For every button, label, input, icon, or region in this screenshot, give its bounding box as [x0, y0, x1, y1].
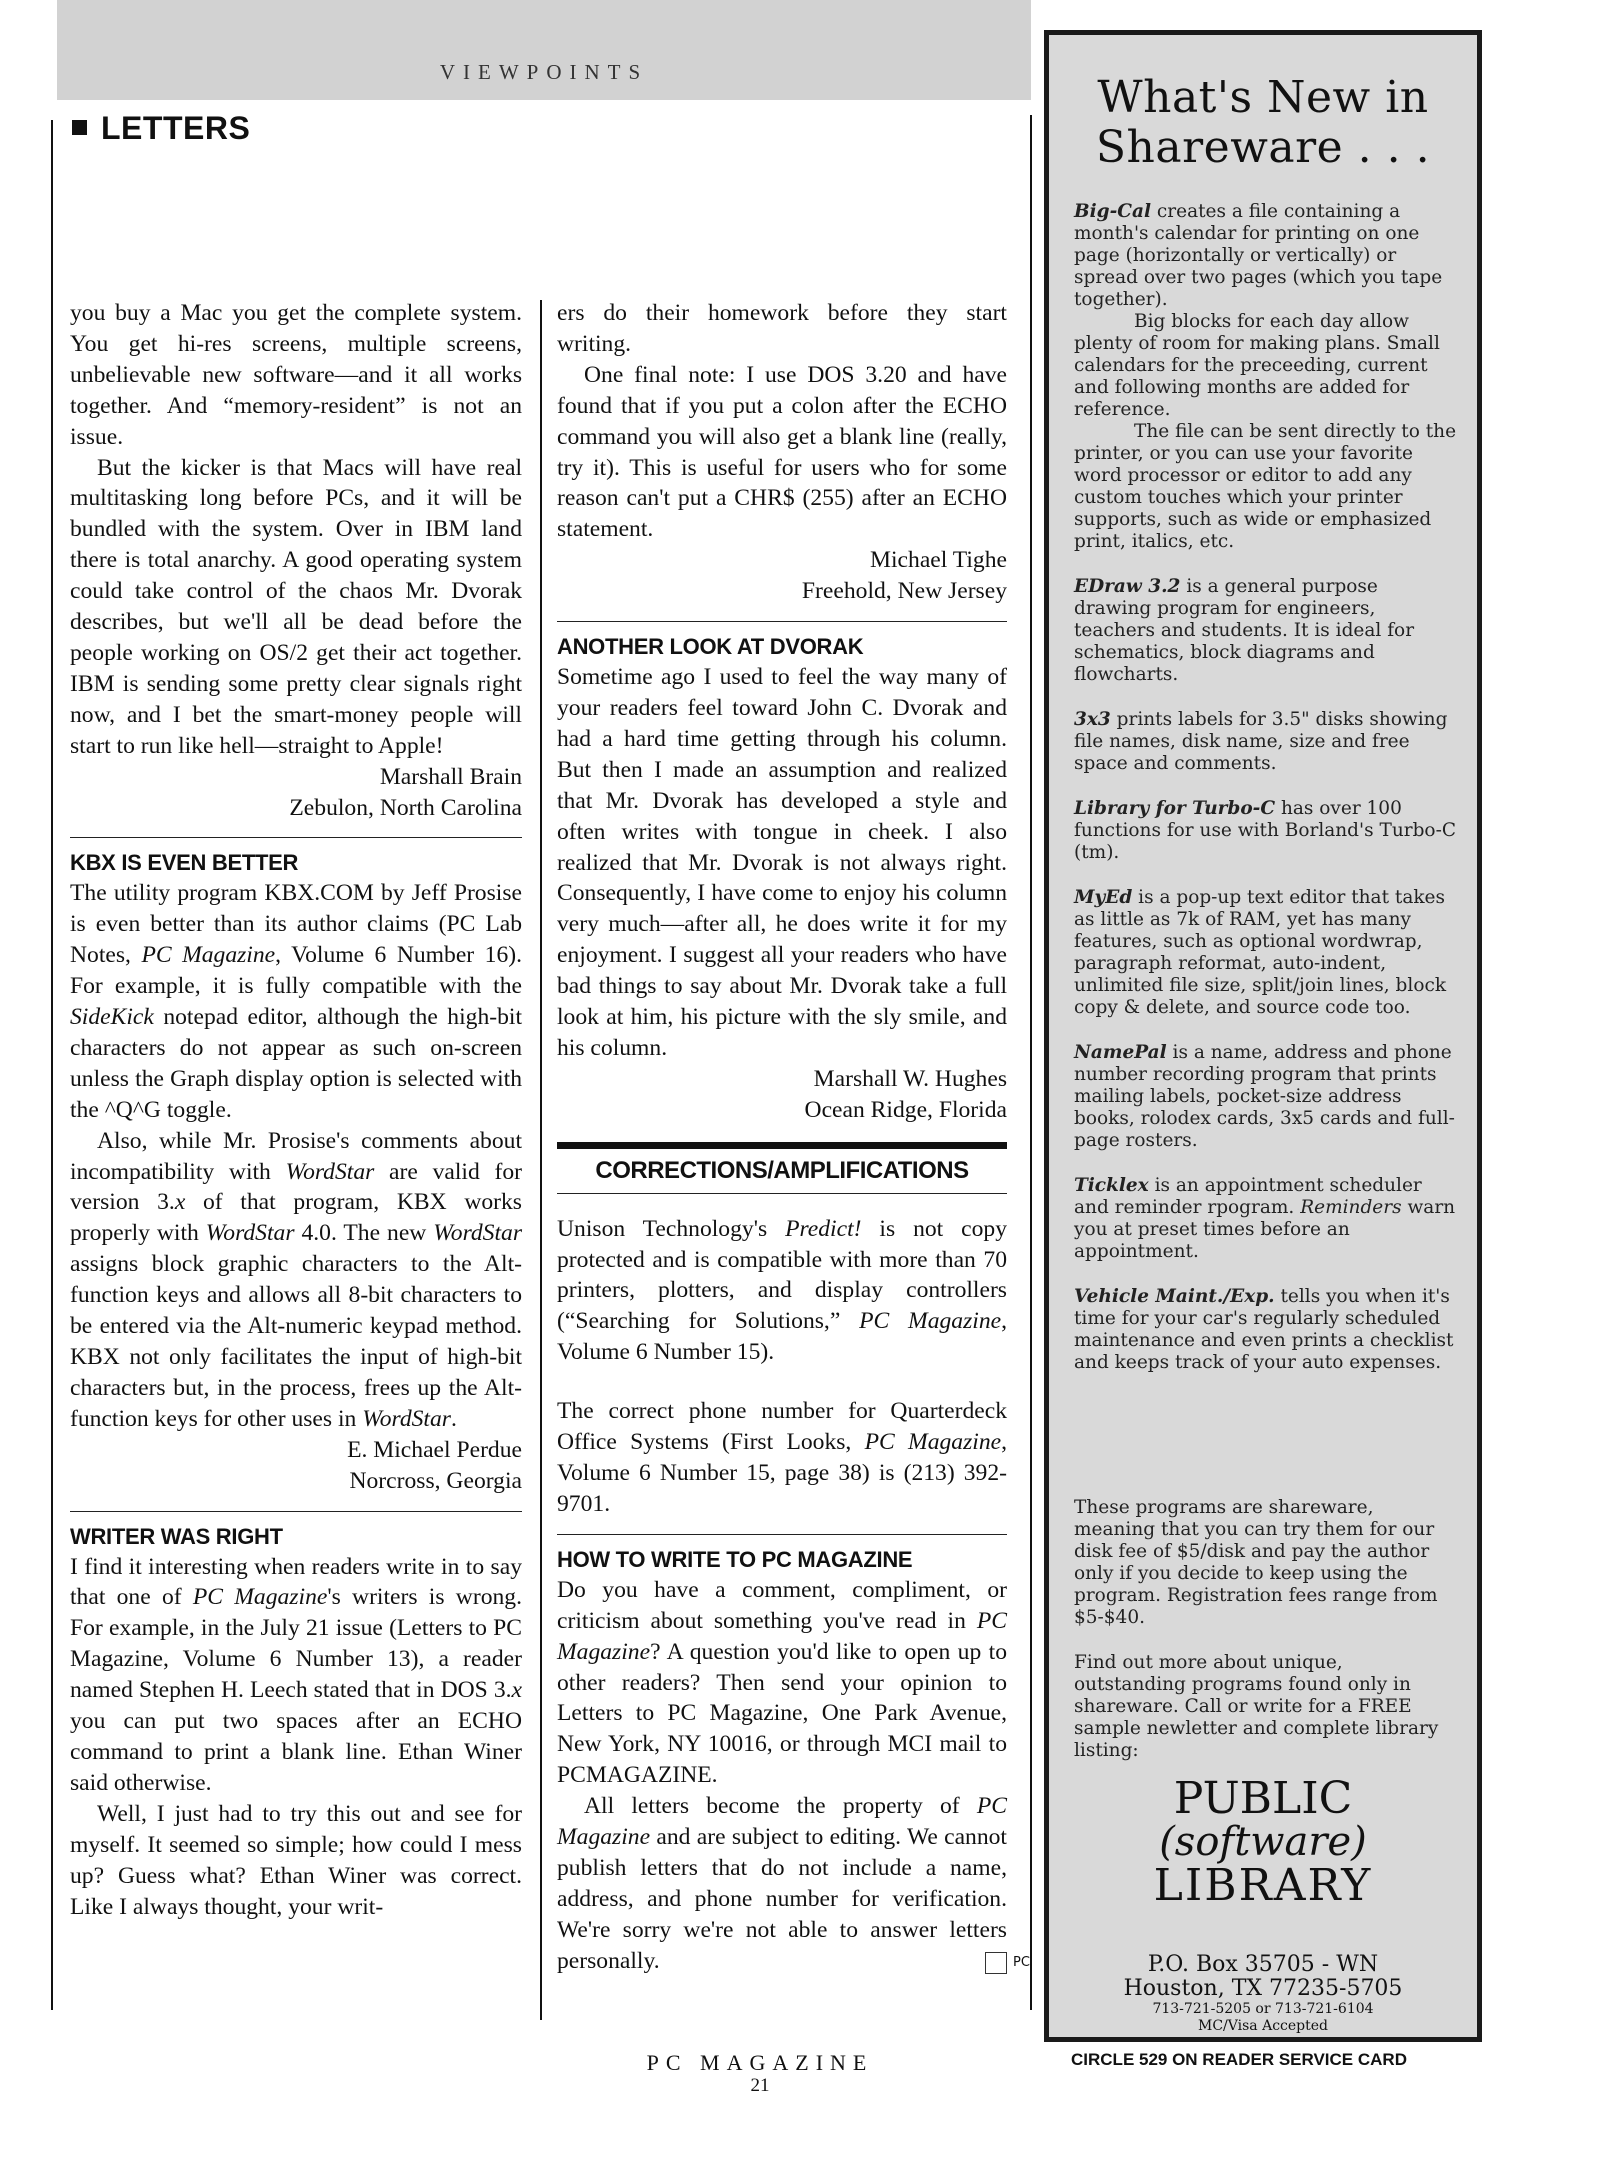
letter-divider [70, 1511, 522, 1512]
signature-place: Freehold, New Jersey [801, 578, 1007, 605]
letter-paragraph: But the kicker is that Macs will have real multitasking long before PCs, and it will be bundled with the system. Over in IBM land there is total anarchy. A good operating system could take control of the chaos Mr. Dvorak describes, but we'll all be dead before the people working on OS/2 get their act together. IBM is sending some pretty clear signals right now, and I bet the smart-money people will start to run like hell—straight to Apple! [70, 454, 522, 759]
letter-paragraph: ers do their homework before they start writing. [557, 300, 1007, 357]
ad-item: MyEd is a pop-up text editor that takes as little as 7k of RAM, yet has many features, such as optional wordwrap, paragraph reformat, auto-indent, unlimited file size, split/join lines, block copy & delete, and source code too. [1074, 887, 1447, 1018]
bullet-square-icon [72, 120, 87, 135]
ad-item-detail: Big blocks for each day allow plenty of room for making plans. Small calendars for the preceeding, current and following months are added for reference. [1074, 311, 1440, 420]
ad-item: EDraw 3.2 is a general purpose drawing program for engineers, teachers and students. It is ideal for schematics, block diagrams and flowcharts. [1074, 576, 1415, 685]
letter-paragraph: The utility program KBX.COM by Jeff Prosise is even better than its author claims (PC Lab Notes, PC Magazine, Volume 6 Number 16). For example, it is fully compatible with the SideKick notepad editor, although the high-bit characters do not appear as such on-screen unless the Graph display option is selected with the ^Q^G toggle. [70, 880, 522, 1123]
letter-divider [557, 1534, 1007, 1535]
ad-title [1049, 73, 1477, 173]
ad-item: Vehicle Maint./Exp. tells you when it's time for your car's regularly scheduled maintenance and even prints a checklist and keeps track of your auto expenses. [1074, 1286, 1454, 1373]
letter-divider [557, 621, 1007, 622]
section-title-text: LETTERS [101, 110, 251, 146]
logo-line: PUBLIC [1173, 1773, 1353, 1824]
magazine-name: PC MAGAZINE [646, 2050, 874, 2075]
page-footer [560, 2050, 960, 2096]
ad-address [1049, 1953, 1477, 2035]
column-divider [540, 300, 542, 2020]
ad-title-line: Shareware . . . [1095, 122, 1431, 173]
signature [70, 762, 522, 824]
shareware-ad [1044, 30, 1482, 2042]
letter-heading: KBX IS EVEN BETTER [70, 850, 299, 876]
letter-heading: HOW TO WRITE TO PC MAGAZINE [557, 1546, 913, 1572]
signature-place: Zebulon, North Carolina [289, 794, 522, 821]
letter-paragraph: you buy a Mac you get the complete system. You get hi-res screens, multiple screens, unbelievable new software—and it all works together. And “memory-resident” is not an issue. [70, 300, 522, 450]
letter-heading: WRITER WAS RIGHT [70, 1523, 283, 1549]
letter-paragraph: Also, while Mr. Prosise's comments about incompatibility with WordStar are valid for version 3.x of that program, KBX works properly with WordStar 4.0. The new WordStar assigns block graphic characters to the Alt-function keys and allows all 8-bit characters to be entered via the Alt-numeric keypad method. KBX not only facilitates the input of high-bit characters but, in the process, frees up the Alt-function keys for other uses in WordStar. [70, 1127, 523, 1432]
logo-line: (software) [1159, 1819, 1367, 1865]
correction-paragraph: Unison Technology's Predict! is not copy protected and is compatible with more than 70 printers, plotters, and display controllers (“Searching for Solutions,” PC Magazine, Volume 6 Number 15). [557, 1215, 1007, 1366]
ad-item: Big-Cal creates a file containing a month's calendar for printing on one page (horizontally or vertically) or spread over two pages (which you tape together). [1074, 201, 1443, 310]
letter-paragraph: Well, I just had to try this out and see for myself. It seemed so simple; how could I mess up? Guess what? Ethan Winer was correct. Like I always thought, your writ- [70, 1800, 522, 1920]
letter-paragraph: Sometime ago I used to feel the way many of your readers feel toward John C. Dvorak and had a hard time getting through his column. But then I made an assumption and realized that Mr. Dvorak has developed a style and often writes with tongue in cheek. I also realized that Mr. Dvorak is not always right. Consequently, I have come to enjoy his column very much—after all, he does write it for my enjoyment. I suggest all your readers who have bad things to say about Mr. Dvorak take a full look at him, his picture with the sly smile, and his column. [557, 664, 1007, 1061]
payment-note: MC/Visa Accepted [1198, 2018, 1328, 2034]
ad-title-line: What's New in [1097, 72, 1429, 123]
ad-footer-text [1074, 1497, 1458, 1785]
section-kicker: VIEWPOINTS [439, 60, 649, 84]
address-line: P.O. Box 35705 - WN [1147, 1952, 1379, 1977]
corrections-heading: CORRECTIONS/AMPLIFICATIONS [595, 1156, 969, 1184]
signature [557, 545, 1007, 607]
ad-item: Library for Turbo-C has over 100 functions for use with Borland's Turbo-C (tm). [1074, 798, 1456, 863]
left-margin-rule [51, 120, 53, 2010]
reader-service-note: CIRCLE 529 ON READER SERVICE CARD [1071, 2050, 1407, 2069]
ad-item: 3x3 prints labels for 3.5" disks showing file names, disk name, size and free space and comments. [1074, 709, 1448, 774]
signature [70, 1435, 522, 1497]
letter-heading: ANOTHER LOOK AT DVORAK [557, 634, 864, 660]
signature-name: Michael Tighe [870, 547, 1007, 574]
corrections-top-rule [557, 1142, 1007, 1149]
address-line: Houston, TX 77235-5705 [1123, 1976, 1403, 2001]
logo-line: LIBRARY [1153, 1860, 1373, 1911]
header-band [57, 0, 1031, 100]
signature-name: Marshall W. Hughes [813, 1065, 1007, 1092]
letters-column-2 [557, 298, 1030, 1977]
page-number: 21 [750, 2075, 770, 2096]
phone-numbers: 713-721-5205 or 713-721-6104 [1152, 2001, 1374, 2017]
correction-paragraph: The correct phone number for Quarterdeck Office Systems (First Looks, PC Magazine, Volume 6 Number 15, page 38) is (213) 392-9701. [557, 1398, 1007, 1517]
ad-footer-paragraph: These programs are shareware, meaning that you can try them for our disk fee of $5/disk and pay the author only if you decide to keep using the program. Registration fees range from $5-$40. [1074, 1497, 1438, 1628]
corrections-bottom-rule [557, 1193, 1007, 1194]
public-software-library-logo [1049, 1773, 1477, 1911]
signature-place: Ocean Ridge, Florida [804, 1096, 1007, 1123]
ad-item-detail: The file can be sent directly to the printer, or you can use your favorite word processor or editor to add any custom touches which your printer supports, such as wide or emphasized print, italics, etc. [1074, 421, 1457, 552]
signature-name: E. Michael Perdue [347, 1436, 522, 1463]
pc-end-mark-icon: PC [985, 1952, 1007, 1974]
letters-column-1 [70, 298, 522, 1922]
letter-paragraph: Do you have a comment, compliment, or criticism about something you've read in PC Magazine? A question you'd like to open up to other readers? Then send your opinion to Letters to PC Magazine, One Park Avenue, New York, NY 10016, or through MCI mail to PCMAGAZINE. [557, 1576, 1007, 1789]
letter-paragraph: All letters become the property of PC Magazine and are subject to editing. We cannot publish letters that do not include a name, address, and phone number for verification. We're sorry we're not able to answer letters personally. PC [557, 1793, 1030, 1974]
right-margin-rule [1030, 115, 1032, 2010]
section-title [72, 110, 250, 147]
letter-paragraph: I find it interesting when readers write in to say that one of PC Magazine's writers is wrong. For example, in the July 21 issue (Letters to PC Magazine, Volume 6 Number 13), a reader named Stephen H. Leech stated that in DOS 3.x you can put two spaces after an ECHO command to print a blank line. Ethan Winer said otherwise. [70, 1553, 522, 1796]
letter-divider [70, 837, 522, 838]
ad-item: Ticklex is an appointment scheduler and reminder rpogram. Reminders warn you at preset times before an appointment. [1074, 1175, 1456, 1262]
ad-footer-paragraph: Find out more about unique, outstanding programs found only in shareware. Call or write for a FREE sample newletter and complete library listing: [1074, 1652, 1439, 1761]
ad-item: NamePal is a name, address and phone number recording program that prints mailing labels, pocket-size address books, rolodex cards, 3x5 cards and full-page rosters. [1074, 1042, 1455, 1151]
signature [557, 1064, 1007, 1126]
letter-paragraph: One final note: I use DOS 3.20 and have found that if you put a colon after the ECHO command you will also get a blank line (really, try it). This is useful for users who for some reason can't put a CHR$ (255) after an ECHO statement. [557, 361, 1007, 543]
signature-name: Marshall Brain [379, 763, 522, 790]
signature-place: Norcross, Georgia [349, 1467, 522, 1494]
ad-program-list [1074, 201, 1458, 1397]
